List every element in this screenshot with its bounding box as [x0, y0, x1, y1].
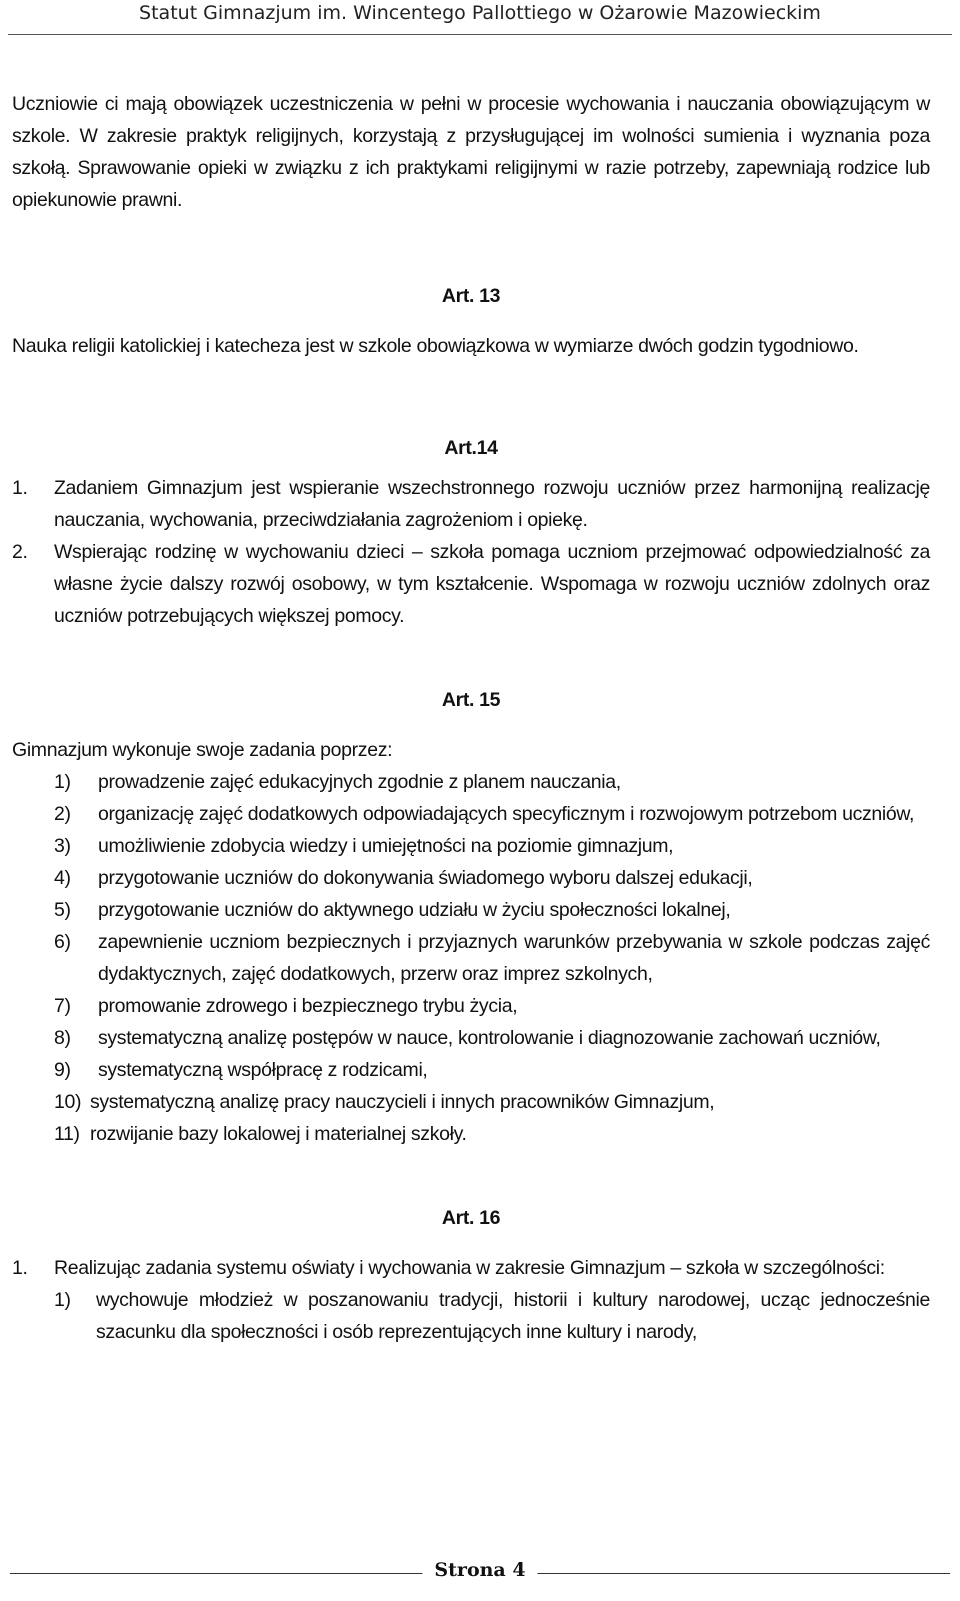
list-item — [12, 536, 930, 632]
art14-heading: Art.14 — [444, 437, 498, 459]
list-item — [54, 1022, 930, 1054]
document-body — [12, 88, 930, 1348]
item-number: 1) — [54, 771, 71, 793]
item-number: 5) — [54, 899, 71, 921]
list-item — [54, 1284, 930, 1348]
art15-intro: Gimnazjum wykonuje swoje zadania poprzez: — [12, 739, 393, 761]
list-item — [54, 990, 930, 1022]
list-item — [54, 1086, 930, 1118]
item-text: przygotowanie uczniów do aktywnego udziału w życiu społeczności lokalnej, — [98, 899, 731, 921]
art16-sublist — [54, 1284, 930, 1348]
art16-heading: Art. 16 — [441, 1207, 501, 1229]
item-text: rozwijanie bazy lokalowej i materialnej szkoły. — [90, 1123, 467, 1145]
art16-list — [12, 1252, 930, 1348]
item-number: 8) — [54, 1027, 71, 1049]
list-item — [12, 1252, 930, 1284]
header-title: Statut Gimnazjum im. Wincentego Pallottiego w Ożarowie Mazowieckim — [139, 2, 821, 24]
item-number: 3) — [54, 835, 71, 857]
art15-list — [54, 766, 930, 1150]
list-item — [54, 926, 930, 990]
list-item — [54, 862, 930, 894]
intro-paragraph: Uczniowie ci mają obowiązek uczestniczenia w pełni w procesie wychowania i nauczania obowiązującym w szkole. W zakresie praktyk religijnych, korzystają z przysługującej im wolności sumienia i wyznania poza szkołą. Sprawowanie opieki w związku z ich praktykami religijnymi w razie potrzeby, zapewniają rodzice lub opiekunowie prawni. — [12, 93, 930, 211]
art13-text: Nauka religii katolickiej i katecheza jest w szkole obowiązkowa w wymiarze dwóch godzin tygodniowo. — [12, 335, 859, 357]
page-footer — [0, 1561, 960, 1591]
item-number: 2. — [12, 541, 28, 563]
item-number: 10) — [54, 1091, 82, 1113]
item-text: zapewnienie uczniom bezpiecznych i przyjaznych warunków przebywania w szkole podczas zajęć dydaktycznych, zajęć dodatkowych, przerw oraz imprez szkolnych, — [98, 931, 930, 985]
item-text: promowanie zdrowego i bezpiecznego trybu życia, — [98, 995, 518, 1017]
item-text: umożliwienie zdobycia wiedzy i umiejętności na poziomie gimnazjum, — [98, 835, 674, 857]
item-number: 2) — [54, 803, 71, 825]
art14-list — [12, 472, 930, 632]
art15-heading: Art. 15 — [441, 689, 501, 711]
item-text: prowadzenie zajęć edukacyjnych zgodnie z planem nauczania, — [98, 771, 621, 793]
item-text: przygotowanie uczniów do dokonywania świadomego wyboru dalszej edukacji, — [98, 867, 753, 889]
item-text: wychowuje młodzież w poszanowaniu tradycji, historii i kultury narodowej, ucząc jednocześnie szacunku dla społeczności i osób reprezentujących inne kultury i narody, — [96, 1289, 930, 1343]
list-item — [54, 798, 930, 830]
list-item — [54, 766, 930, 798]
item-text: systematyczną współpracę z rodzicami, — [98, 1059, 428, 1081]
item-number: 4) — [54, 867, 71, 889]
art13-heading: Art. 13 — [441, 285, 501, 307]
item-number: 7) — [54, 995, 71, 1017]
item-text: Zadaniem Gimnazjum jest wspieranie wszechstronnego rozwoju uczniów przez harmonijną realizację nauczania, wychowania, przeciwdziałania zagrożeniom i opiekę. — [54, 477, 930, 531]
item-number: 9) — [54, 1059, 71, 1081]
item-number: 11) — [54, 1123, 80, 1145]
item-number: 1) — [54, 1289, 71, 1311]
list-item — [54, 830, 930, 862]
item-number: 1. — [12, 477, 28, 499]
running-header — [0, 0, 960, 24]
item-number: 1. — [12, 1257, 28, 1279]
item-text: organizację zajęć dodatkowych odpowiadających specyficznym i rozwojowym potrzebom uczniów, — [98, 803, 915, 825]
list-item — [54, 894, 930, 926]
item-number: 6) — [54, 931, 71, 953]
list-item — [54, 1054, 930, 1086]
page-number: Strona 4 — [422, 1559, 537, 1581]
list-item — [54, 1118, 930, 1150]
item-text: systematyczną analizę postępów w nauce, kontrolowanie i diagnozowanie zachowań uczniów, — [98, 1027, 881, 1049]
item-text: systematyczną analizę pracy nauczycieli i innych pracowników Gimnazjum, — [90, 1091, 715, 1113]
item-text: Wspierając rodzinę w wychowaniu dzieci – szkoła pomaga uczniom przejmować odpowiedzialność za własne życie dalszy rozwój osobowy, w tym kształcenie. Wspomaga w rozwoju uczniów zdolnych oraz uczniów potrzebujących większej pomocy. — [54, 541, 930, 627]
header-rule — [8, 34, 952, 35]
item-text: Realizując zadania systemu oświaty i wychowania w zakresie Gimnazjum – szkoła w szczególności: — [54, 1257, 885, 1279]
list-item — [12, 472, 930, 536]
